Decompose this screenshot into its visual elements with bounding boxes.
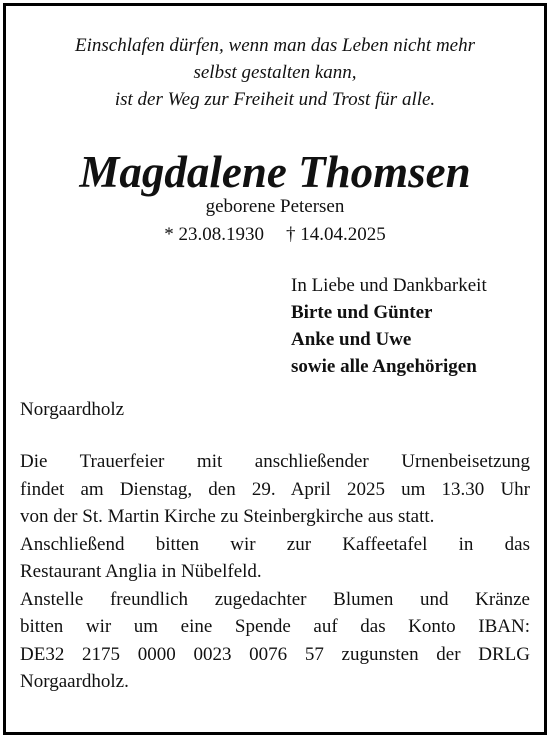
memorial-quote [0,32,550,113]
place-name: Norgaardholz [20,399,125,420]
death-date: † 14.04.2025 [286,224,386,245]
mourners-intro: In Liebe und Dankbarkeit [291,275,487,296]
mourner-name: Birte und Günter [291,302,433,323]
quote-line: selbst gestalten kann, [193,62,357,83]
details-line: bitten wir um eine Spende auf das Konto IBAN: [20,616,530,637]
funeral-details [20,448,530,696]
mourner-name: Anke und Uwe [291,329,412,350]
birth-date: * 23.08.1930 [164,224,264,245]
details-line: DE32 2175 0000 0023 0076 57 zugunsten der DRLG [20,643,530,665]
deceased-name: Magdalene Thomsen [79,147,471,197]
quote-line: Einschlafen dürfen, wenn man das Leben nicht mehr [74,35,475,56]
details-line: Anstelle freundlich zugedachter Blumen und Kränze [20,588,530,610]
mourners-block [291,272,487,380]
life-dates [0,224,550,246]
birth-name: geborene Petersen [205,196,345,217]
details-line: von der St. Martin Kirche zu Steinbergkirche aus statt. [20,506,435,527]
details-line: Anschließend bitten wir zur Kaffeetafel in das [20,533,530,555]
quote-line: ist der Weg zur Freiheit und Trost für alle. [114,89,436,110]
details-line: Norgaardholz. [20,671,129,692]
mourner-name: sowie alle Angehörigen [291,356,477,377]
details-line: Die Trauerfeier mit anschließender Urnenbeisetzung [20,451,530,472]
details-line: findet am Dienstag, den 29. April 2025 um 13.30 Uhr [20,478,530,500]
details-line: Restaurant Anglia in Nübelfeld. [20,561,262,582]
